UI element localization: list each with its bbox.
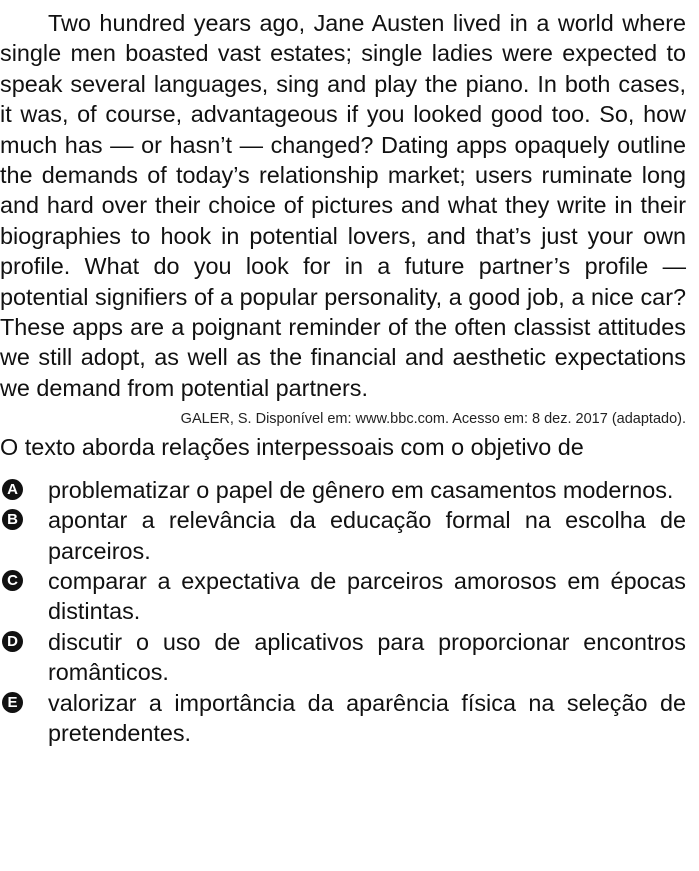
- option-a-text: problematizar o papel de gênero em casamentos modernos.: [48, 476, 674, 503]
- answer-options: [0, 475, 686, 749]
- option-d[interactable]: [0, 627, 686, 688]
- option-b-letter-badge: B: [2, 509, 23, 530]
- option-a-letter-badge: A: [2, 479, 23, 500]
- question-stem: O texto aborda relações interpessoais com o objetivo de: [0, 434, 584, 461]
- option-e[interactable]: [0, 688, 686, 749]
- option-e-text: valorizar a importância da aparência física na seleção de pretendentes.: [48, 689, 686, 746]
- option-a[interactable]: [0, 475, 686, 505]
- option-d-letter-badge: D: [2, 631, 23, 652]
- source-citation: GALER, S. Disponível em: www.bbc.com. Acesso em: 8 dez. 2017 (adaptado).: [180, 411, 686, 428]
- option-c-text: comparar a expectativa de parceiros amorosos em épocas distintas.: [48, 567, 686, 625]
- option-b-text: apontar a relevância da educação formal na escolha de parceiros.: [48, 507, 686, 564]
- option-c-letter-badge: C: [2, 570, 23, 591]
- option-c[interactable]: [0, 566, 686, 627]
- option-d-text: discutir o uso de aplicativos para proporcionar encontros românticos.: [48, 628, 686, 686]
- option-e-letter-badge: E: [2, 692, 23, 713]
- option-b[interactable]: [0, 505, 686, 566]
- passage-text: Two hundred years ago, Jane Austen lived in a world where single men boasted vast estates; single ladies were expected to speak several languages, sing and play the piano. In both cases, it was, of course, advantageous if you looked good too. So, how much has — or hasn’t — changed? Dating apps opaquely outline the demands of today’s relationship market; users ruminate long and hard over their choice of pictures and what they write in their biographies to hook in potential lovers, and that’s just your own profile. What do you look for in a future partner’s profile — potential signifiers of a popular personality, a good job, a nice car? These apps are a poignant reminder of the often classist attitudes we still adopt, as well as the financial and aesthetic expectations we demand from potential partners.: [0, 10, 686, 401]
